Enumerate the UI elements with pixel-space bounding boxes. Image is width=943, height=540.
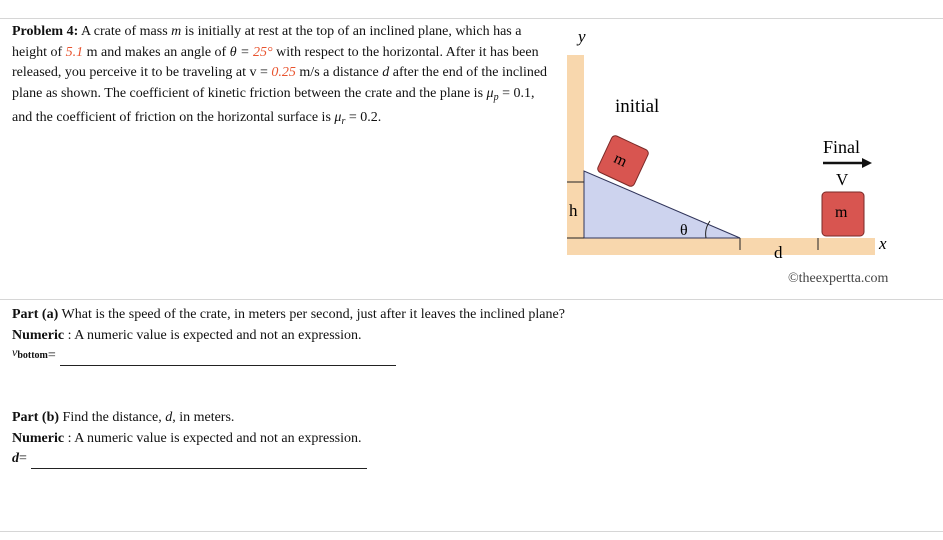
bottom-divider [0,531,943,532]
y-axis-label: y [578,27,586,46]
height-value: 5.1 [65,44,84,60]
theta-label: θ [680,222,688,239]
v-bottom-symbol [12,342,48,367]
v-bottom-main: v [12,344,18,359]
mu-r-subscript: r [341,116,346,128]
inclined-plane [584,171,740,238]
v-equals: v = [249,65,272,81]
angle-value: 25° [253,44,273,60]
theta-equals: θ = [229,44,254,60]
velocity-arrow-head [862,158,872,168]
problem-text-5: m/s a distance [295,65,383,81]
horizontal-ground [567,238,875,255]
problem-statement [12,22,552,133]
part-b-answer-row [12,449,712,469]
part-a-question [12,305,712,326]
part-a-label: Part (a) [12,307,59,322]
problem-text-6: after the end of the inclined plane as shown. The coefficient of kinetic friction between the crate and the plane is [12,65,548,101]
velocity-label: V [836,170,849,189]
part-a-question-text: What is the speed of the crate, in meters per second, just after it leaves the inclined plane? [58,307,565,322]
part-b-numeric-desc: : A numeric value is expected and not an expression. [64,430,362,446]
mu-p-subscript: p [493,91,499,103]
part-b-numeric-label: Numeric [12,430,65,446]
watermark: ©theexpertta.com [788,271,889,286]
height-label: h [569,201,578,220]
part-a [12,305,712,366]
initial-crate-mass: m [611,149,630,171]
initial-label: initial [615,96,660,117]
part-b-question [12,408,712,429]
problem-text-1: A crate of mass [78,24,172,39]
problem-label: Problem 4: [12,24,79,39]
d-symbol: d [12,450,19,466]
part-a-numeric-desc: : A numeric value is expected and not an expression. [64,327,362,343]
mu-r-value: = 0.2. [345,110,382,126]
part-a-answer-field[interactable] [60,351,396,366]
part-a-equals: = [47,347,56,363]
part-a-numeric-label: Numeric [12,327,65,343]
middle-divider [0,299,943,300]
x-axis-label: x [879,234,887,253]
part-b-equals: = [19,450,27,466]
distance-symbol: d [382,65,390,81]
vertical-wall [567,55,584,255]
incline-diagram [560,20,940,290]
part-a-answer-row [12,346,712,366]
speed-value: 0.25 [271,65,296,81]
part-b-label: Part (b) [12,410,60,425]
part-b-answer-field[interactable] [31,454,367,469]
v-bottom-subscript: bottom [17,349,48,361]
problem-text-7: , and the coefficient of friction on the horizontal surface is [12,85,535,126]
final-crate-mass: m [835,204,848,221]
top-divider [0,18,943,19]
problem-text-3: m and makes an angle of [83,44,230,60]
problem-text-4: with respect to the horizontal. After it has been released, you perceive it to be traveling at [12,44,539,81]
mu-p-value: = 0.1 [498,85,531,101]
mass-symbol: m [171,24,182,39]
part-b [12,408,712,469]
part-b-numeric-row [12,429,712,450]
problem-text-2: is initially at rest at the top of an inclined plane, which has a height of [12,24,522,60]
part-b-question-text: Find the distance, [59,410,166,425]
mu-r-symbol: μ [334,110,342,126]
part-b-var: d [165,410,173,425]
distance-label: d [774,243,783,262]
final-label: Final [823,137,861,157]
mu-p-symbol: μ [486,85,494,101]
part-a-numeric-row [12,326,712,347]
part-b-question-end: , in meters. [172,410,235,425]
